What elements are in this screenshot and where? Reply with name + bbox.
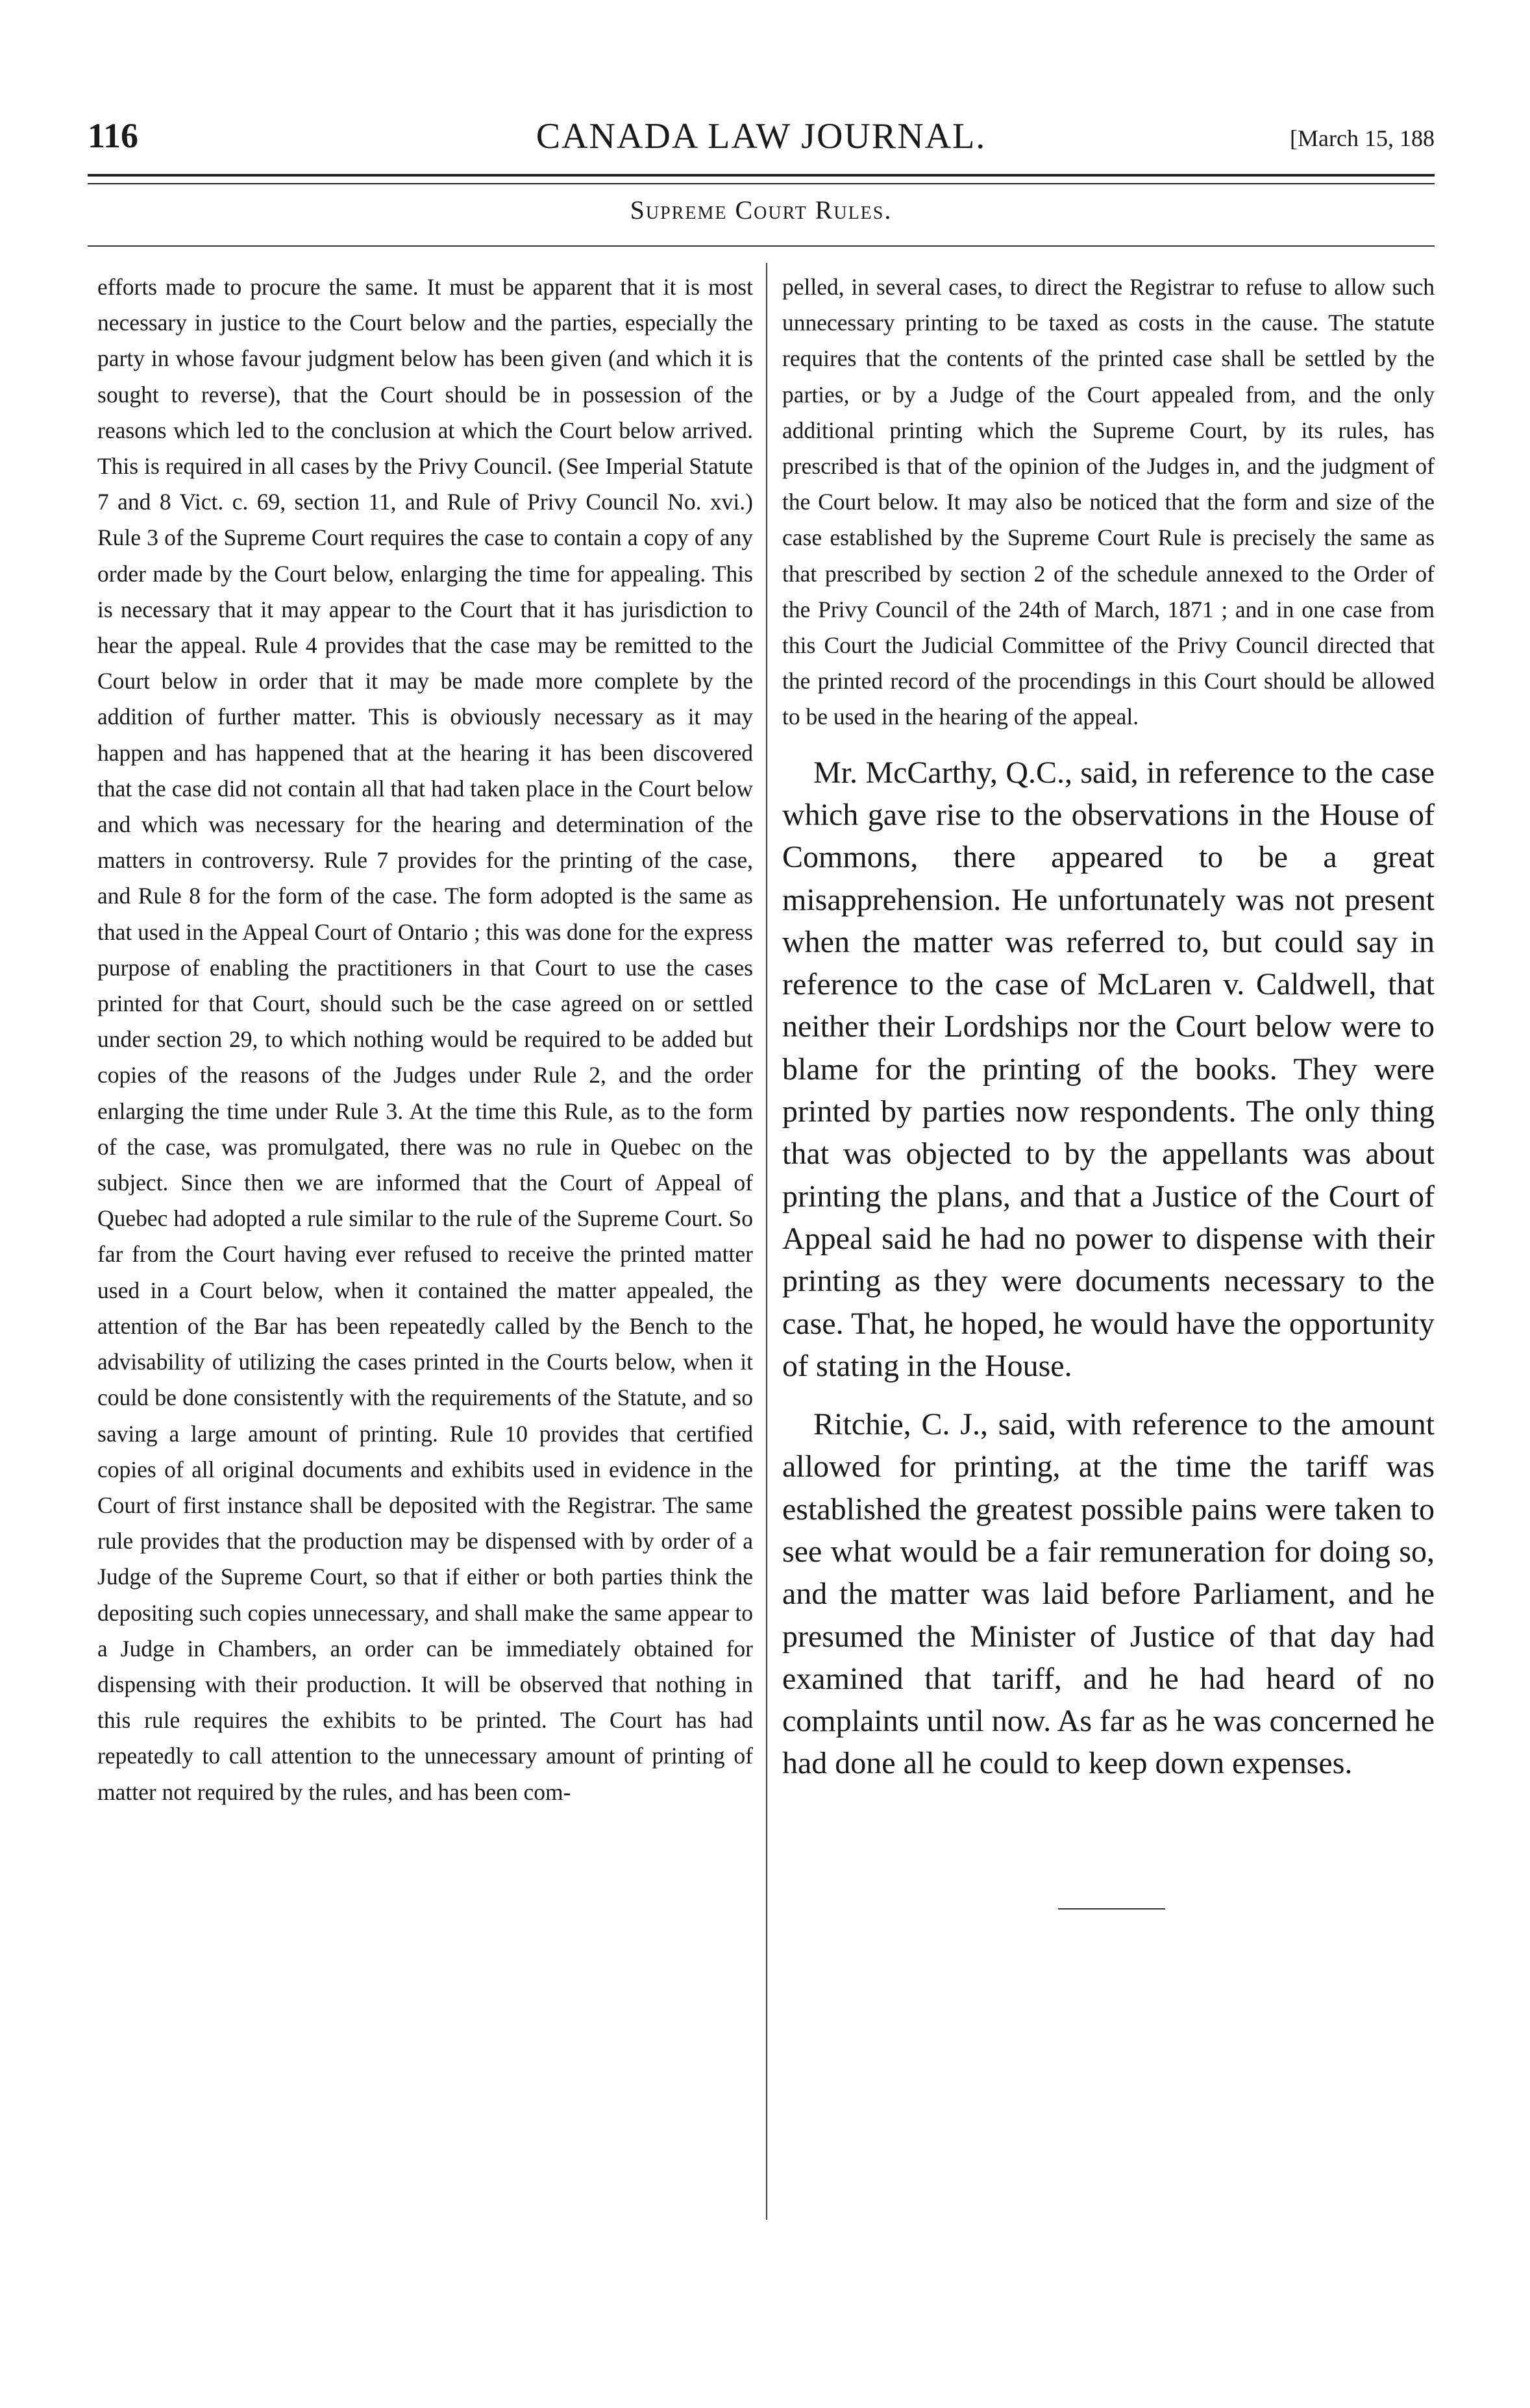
column-divider [766, 263, 767, 2220]
right-column [782, 269, 1435, 1910]
header-double-rule [88, 174, 1435, 184]
issue-date: [March 15, 188 [1290, 125, 1435, 151]
section-title: Supreme Court Rules. [630, 195, 893, 225]
end-rule [1058, 1908, 1165, 1910]
left-column-text: efforts made to procure the same. It must be apparent that it is most necessary in justice to the Court below and the parties, especially the party in whose favour judgment below has been given (and which it is sought to reverse), that the Court should be in possession of the reasons which led to the conclusion at which the Court below arrived. This is required in all cases by the Privy Council. (See Imperial Statute 7 and 8 Vict. c. 69, section 11, and Rule of Privy Council No. xvi.) Rule 3 of the Supreme Court requires the case to contain a copy of any order made by the Court below, enlarging the time for appealing. This is necessary that it may appear to the Court that it has jurisdiction to hear the appeal. Rule 4 provides that the case may be remitted to the Court below in order that it may be made more complete by the addition of further matter. This is obviously necessary as it may happen and has happened that at the hearing it has been discovered that the case did not contain all that had taken place in the Court below and which was necessary for the hearing and determination of the matters in controversy. Rule 7 provides for the printing of the case, and Rule 8 for the form of the case. The form adopted is the same as that used in the Appeal Court of Ontario ; this was done for the express purpose of enabling the practitioners in that Court to use the cases printed for that Court, should such be the case agreed on or settled under section 29, to which nothing would be required to be added but copies of the reasons of the Judges under Rule 2, and the order enlarging the time under Rule 3. At the time this Rule, as to the form of the case, was promulgated, there was no rule in Quebec on the subject. Since then we are informed that the Court of Appeal of Quebec had adopted a rule similar to the rule of the Supreme Court. So far from the Court having ever refused to receive the printed matter used in a Court below, when it contained the matter appealed, the attention of the Bar has been repeatedly called by the Bench to the advisability of utilizing the cases printed in the Courts below, when it could be done consistently with the requirements of the Statute, and so saving a large amount of printing. Rule 10 provides that certified copies of all original documents and exhibits used in evidence in the Court of first instance shall be deposited with the Registrar. The same rule provides that the production may be dispensed with by order of a Judge of the Supreme Court, so that if either or both parties think the depositing such copies unnecessary, and shall make the same appear to a Judge in Chambers, an order can be immediately obtained for dispensing with their production. It will be observed that nothing in this rule requires the exhibits to be printed. The Court has had repeatedly to call attention to the unnecessary amount of printing of matter not required by the rules, and has been com- [97, 274, 753, 1805]
continuation-paragraph: pelled, in several cases, to direct the Registrar to refuse to allow such unnecessary printing to be taxed as costs in the cause. The statute requires that the contents of the printed case shall be settled by the parties, or by a Judge of the Court appealed from, and the only additional printing which the Supreme Court, by its rules, has prescribed is that of the opinion of the Judges in, and the judgment of the Court below. It may also be noticed that the form and size of the case established by the Supreme Court Rule is precisely the same as that prescribed by section 2 of the schedule annexed to the Order of the Privy Council of the 24th of March, 1871 ; and in one case from this Court the Judicial Committee of the Privy Council directed that the printed record of the procendings in this Court should be allowed to be used in the hearing of the appeal. [782, 274, 1435, 730]
mccarthy-paragraph: Mr. McCarthy, Q.C., said, in reference to the case which gave rise to the observations in the House of Commons, there appeared to be a great misapprehension. He unfortunately was not present when the matter was referred to, but could say in reference to the case of McLaren v. Caldwell, that neither their Lordships nor the Court below were to blame for the printing of the books. They were printed by parties now respondents. The only thing that was objected to by the appellants was about printing the plans, and that a Justice of the Court of Appeal said he had no power to dispense with their printing as they were documents necessary to the case. That, he hoped, he would have the opportunity of stating in the House. [782, 755, 1435, 1383]
page-number: 116 [88, 116, 139, 155]
running-head [88, 116, 1435, 161]
section-rule [88, 245, 1435, 247]
paragraph-gap [782, 735, 1435, 752]
journal-title: CANADA LAW JOURNAL. [536, 116, 987, 156]
left-column [97, 269, 753, 1810]
paragraph-gap [782, 1387, 1435, 1403]
ritchie-paragraph: Ritchie, C. J., said, with reference to the amount allowed for printing, at the time the tariff was established the greatest possible pains were taken to see what would be a fair remuneration for doing so, and the matter was laid before Parliament, and he presumed the Minister of Justice of that day had examined that tariff, and he had heard of no complaints until now. As far as he was concerned he had done all he could to keep down expenses. [782, 1407, 1435, 1781]
